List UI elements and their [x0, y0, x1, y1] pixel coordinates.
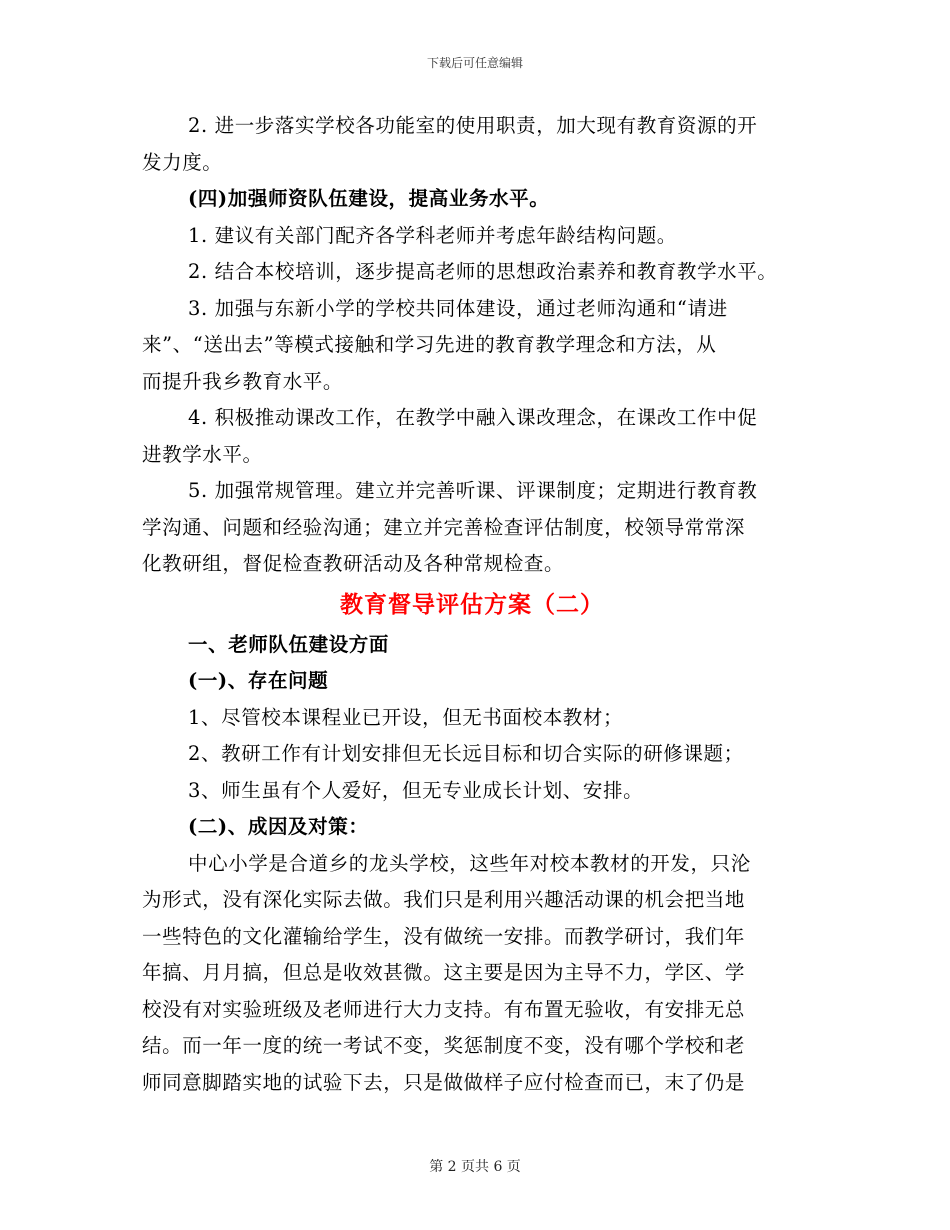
list-item: 4. 积极推动课改工作，在教学中融入课改理念，在课改工作中促: [188, 406, 758, 429]
list-item-continuation: 学沟通、问题和经验沟通；建立并完善检查评估制度，校领导常常深: [142, 515, 746, 539]
paragraph-line: 中心小学是合道乡的龙头学校，这些年对校本教材的开发，只沦: [188, 851, 751, 875]
paragraph-line: 2. 进一步落实学校各功能室的使用职责，加大现有教育资源的开: [188, 114, 758, 137]
paragraph-line: 结。而一年一度的统一考试不变，奖惩制度不变，没有哪个学校和老: [142, 1034, 746, 1057]
section-title: 教育督导评估方案（二）: [340, 590, 604, 618]
paragraph-line: 师同意脚踏实地的试验下去，只是做做样子应付检查而已，末了仍是: [142, 1070, 746, 1094]
list-item: 2. 结合本校培训，逐步提高老师的思想政治素养和教育教学水平。: [188, 260, 778, 283]
list-item: 3. 加强与东新小学的学校共同体建设，通过老师沟通和“请进: [188, 296, 728, 320]
list-item-continuation: 化教研组，督促检查教研活动及各种常规检查。: [142, 552, 565, 575]
paragraph-line: 年搞、月月搞，但总是收效甚微。这主要是因为主导不力，学区、学: [142, 961, 746, 984]
paragraph-line: 发力度。: [142, 150, 223, 174]
list-item-continuation: 而提升我乡教育水平。: [142, 369, 344, 393]
problem-item: 2、教研工作有计划安排但无长远目标和切合实际的研修课题；: [188, 742, 744, 765]
problem-item: 1、尽管校本课程业已开设，但无书面校本教材；: [188, 705, 624, 729]
paragraph-line: 为形式，没有深化实际去做。我们只是利用兴趣活动课的机会把当地: [142, 888, 746, 911]
list-item-continuation: 进教学水平。: [142, 442, 263, 466]
list-item-continuation: 来”、“送出去”等模式接触和学习先进的教育教学理念和方法，从: [142, 333, 717, 356]
subsection-subheading: (一)、存在问题: [188, 669, 329, 692]
subsection-subheading: (二)、成因及对策：: [188, 815, 369, 838]
page-header: 下载后可任意编辑: [426, 56, 523, 70]
list-item: 1. 建议有关部门配齐各学科老师并考虑年龄结构问题。: [188, 223, 677, 247]
paragraph-line: 一些特色的文化灌输给学生，没有做统一安排。而教学研讨，我们年: [142, 924, 746, 948]
list-item: 5. 加强常规管理。建立并完善听课、评课制度；定期进行教育教: [188, 479, 758, 502]
section-heading: (四)加强师资队伍建设，提高业务水平。: [188, 187, 550, 210]
subsection-heading: 一、老师队伍建设方面: [188, 632, 390, 656]
problem-item: 3、师生虽有个人爱好，但无专业成长计划、安排。: [188, 778, 644, 802]
document-body: [142, 108, 802, 1101]
paragraph-line: 校没有对实验班级及老师进行大力支持。有布置无验收，有安排无总: [142, 997, 746, 1021]
page-footer: 第 2 页共 6 页: [429, 1159, 521, 1175]
